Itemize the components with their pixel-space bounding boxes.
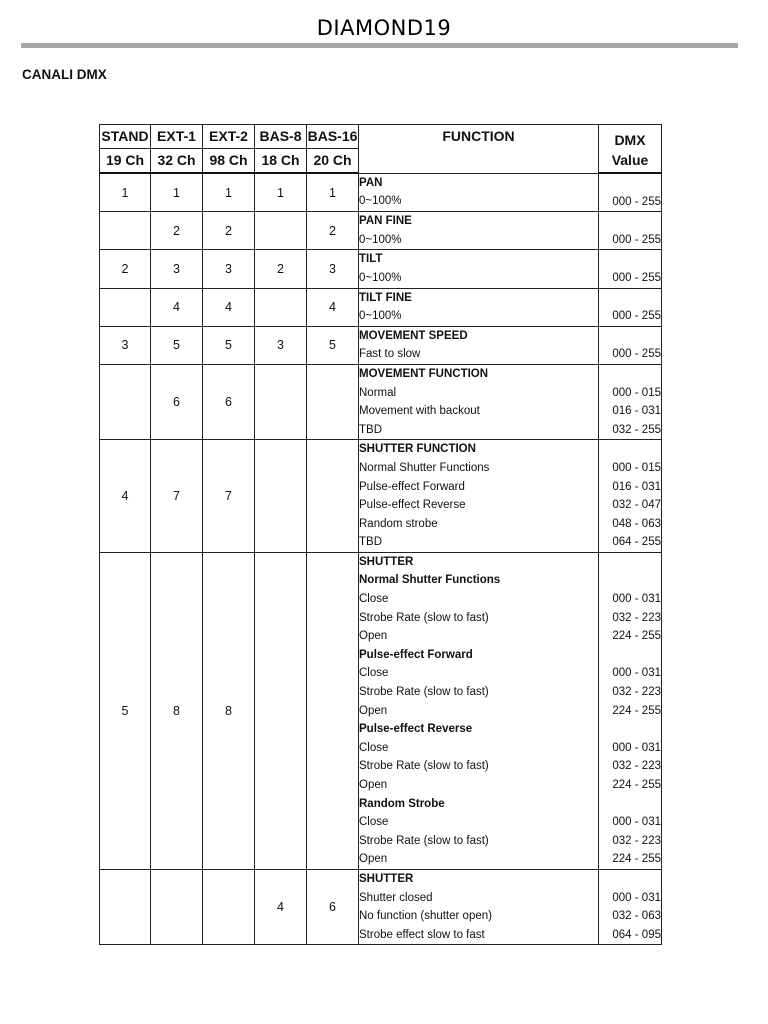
function-heading: MOVEMENT SPEED [359, 329, 468, 342]
function-label: Close [359, 741, 389, 754]
channel-cell-bas8 [255, 440, 307, 553]
table-row [100, 173, 662, 212]
channels-header-bas16: 20 Ch [307, 149, 359, 174]
function-label: TBD [359, 536, 382, 549]
function-label: Strobe Rate (slow to fast) [359, 760, 489, 773]
dmx-value-cell [599, 212, 662, 250]
function-label: 0~100% [359, 233, 402, 246]
dmx-value-header [599, 125, 662, 174]
dmx-value: 224 - 255 [612, 630, 661, 643]
mode-header-bas8: BAS-8 [255, 125, 307, 149]
channel-cell-ext1: 8 [151, 552, 203, 869]
channel-cell-ext2: 1 [203, 173, 255, 212]
function-header [359, 125, 599, 174]
dmx-value: 016 - 031 [612, 480, 661, 493]
dmx-value: 032 - 223 [612, 834, 661, 847]
dmx-value-cell [599, 869, 662, 944]
channel-cell-ext1: 1 [151, 173, 203, 212]
function-cell [359, 173, 599, 212]
dmx-value-cell [599, 288, 662, 326]
channel-cell-bas16: 1 [307, 173, 359, 212]
channel-cell-bas16 [307, 552, 359, 869]
table-row [100, 552, 662, 869]
dmx-value: 000 - 255 [612, 195, 661, 208]
mode-header-ext1: EXT-1 [151, 125, 203, 149]
channel-cell-stand: 2 [100, 250, 151, 288]
function-heading: Random Strobe [359, 797, 445, 810]
function-cell [359, 440, 599, 553]
dmx-value [599, 795, 661, 814]
channel-cell-ext2 [203, 869, 255, 944]
function-label: Pulse-effect Reverse [359, 499, 466, 512]
dmx-value [599, 571, 661, 590]
table-row [100, 364, 662, 439]
channel-cell-stand: 4 [100, 440, 151, 553]
function-label: Shutter closed [359, 891, 433, 904]
dmx-value [599, 289, 661, 308]
channel-cell-bas16: 5 [307, 326, 359, 364]
dmx-value: 032 - 047 [612, 499, 661, 512]
function-heading: Pulse-effect Forward [359, 648, 473, 661]
function-label: Movement with backout [359, 405, 480, 418]
channel-cell-bas8 [255, 364, 307, 439]
function-header-label: FUNCTION [442, 128, 515, 144]
function-label: Fast to slow [359, 348, 421, 361]
dmx-value: 000 - 031 [612, 816, 661, 829]
channel-cell-stand [100, 288, 151, 326]
function-label: No function (shutter open) [359, 910, 492, 923]
function-cell [359, 552, 599, 869]
channel-cell-bas8: 4 [255, 869, 307, 944]
dmx-value [599, 250, 661, 269]
channels-header-ext2: 98 Ch [203, 149, 255, 174]
channel-cell-bas16 [307, 364, 359, 439]
function-label: Open [359, 779, 388, 791]
channel-cell-stand [100, 364, 151, 439]
dmx-value: 000 - 031 [612, 667, 661, 680]
dmx-channel-table [99, 124, 662, 945]
dmx-value [599, 870, 661, 889]
function-cell [359, 869, 599, 944]
function-heading: TILT [359, 253, 383, 266]
dmx-value: 224 - 255 [612, 779, 661, 791]
dmx-value-cell [599, 250, 662, 288]
dmx-value: 016 - 031 [612, 405, 661, 418]
function-label: Open [359, 630, 388, 643]
function-cell [359, 288, 599, 326]
dmx-value: 000 - 015 [612, 386, 661, 399]
function-cell [359, 326, 599, 364]
header-divider [21, 43, 738, 48]
dmx-value [599, 646, 661, 665]
dmx-header-line2: Value [611, 152, 649, 168]
channel-cell-ext1: 6 [151, 364, 203, 439]
channel-cell-bas8: 1 [255, 173, 307, 212]
table-row [100, 212, 662, 250]
dmx-value: 032 - 255 [612, 423, 661, 436]
table-row [100, 326, 662, 364]
dmx-value-cell [599, 173, 662, 212]
dmx-value: 000 - 031 [612, 593, 661, 606]
dmx-value [599, 365, 661, 384]
function-label: Close [359, 816, 389, 829]
channel-cell-ext2: 5 [203, 326, 255, 364]
function-label: TBD [359, 423, 382, 436]
function-heading: SHUTTER [359, 555, 414, 568]
dmx-value-cell [599, 326, 662, 364]
function-label: 0~100% [359, 271, 402, 284]
channel-cell-stand: 1 [100, 173, 151, 212]
channel-cell-bas8: 2 [255, 250, 307, 288]
channels-header-stand: 19 Ch [100, 149, 151, 174]
dmx-value [599, 327, 661, 346]
page-header-brand: DIAMOND19 [316, 16, 452, 40]
function-label: Normal [359, 386, 397, 399]
function-label: Close [359, 593, 389, 606]
function-label: Strobe effect slow to fast [359, 928, 485, 941]
table-row [100, 440, 662, 553]
dmx-value: 048 - 063 [612, 517, 661, 530]
channel-cell-ext1: 5 [151, 326, 203, 364]
dmx-value: 032 - 063 [612, 910, 661, 923]
function-label: Strobe Rate (slow to fast) [359, 686, 489, 699]
function-label: Random strobe [359, 517, 438, 530]
channel-cell-bas8 [255, 288, 307, 326]
function-heading: Pulse-effect Reverse [359, 723, 473, 736]
table-row [100, 250, 662, 288]
channel-cell-ext1: 3 [151, 250, 203, 288]
dmx-value [599, 440, 661, 459]
function-heading: TILT FINE [359, 291, 412, 304]
dmx-value: 000 - 031 [612, 741, 661, 754]
function-label: Pulse-effect Forward [359, 480, 465, 493]
dmx-value: 000 - 031 [612, 891, 661, 904]
function-cell [359, 364, 599, 439]
channels-header-ext1: 32 Ch [151, 149, 203, 174]
channel-cell-bas16: 3 [307, 250, 359, 288]
function-label: Normal Shutter Functions [359, 461, 490, 474]
dmx-value: 032 - 223 [612, 760, 661, 773]
table-row [100, 869, 662, 944]
channel-cell-ext2: 6 [203, 364, 255, 439]
dmx-value: 064 - 255 [612, 536, 661, 549]
function-label: Strobe Rate (slow to fast) [359, 834, 489, 847]
section-title: CANALI DMX [22, 67, 107, 82]
channel-cell-bas8 [255, 552, 307, 869]
channel-cell-stand: 5 [100, 552, 151, 869]
dmx-value: 032 - 223 [612, 611, 661, 624]
channel-cell-ext2: 8 [203, 552, 255, 869]
function-label: 0~100% [359, 310, 402, 323]
dmx-value [599, 212, 661, 231]
dmx-value [599, 720, 661, 739]
function-heading: PAN [359, 176, 383, 189]
dmx-value: 000 - 255 [612, 348, 661, 361]
dmx-value: 000 - 015 [612, 461, 661, 474]
channel-cell-bas16: 4 [307, 288, 359, 326]
dmx-value: 224 - 255 [612, 704, 661, 717]
function-label: Strobe Rate (slow to fast) [359, 611, 489, 624]
function-heading: SHUTTER FUNCTION [359, 443, 476, 456]
dmx-value-cell [599, 552, 662, 869]
function-heading: SHUTTER [359, 872, 414, 885]
channel-cell-bas16: 2 [307, 212, 359, 250]
function-label: 0~100% [359, 195, 402, 208]
dmx-value: 000 - 255 [612, 271, 661, 284]
channel-cell-stand: 3 [100, 326, 151, 364]
channel-cell-ext2: 2 [203, 212, 255, 250]
channel-cell-ext2: 4 [203, 288, 255, 326]
channel-cell-ext2: 3 [203, 250, 255, 288]
dmx-value-cell [599, 440, 662, 553]
channel-cell-bas8: 3 [255, 326, 307, 364]
function-cell [359, 250, 599, 288]
channel-cell-bas8 [255, 212, 307, 250]
dmx-value: 000 - 255 [612, 233, 661, 246]
channel-cell-ext1 [151, 869, 203, 944]
channel-cell-ext1: 4 [151, 288, 203, 326]
function-label: Open [359, 704, 388, 717]
channel-cell-bas16 [307, 440, 359, 553]
function-heading: Normal Shutter Functions [359, 574, 501, 587]
channel-cell-ext2: 7 [203, 440, 255, 553]
mode-header-stand: STAND [100, 125, 151, 149]
dmx-value-cell [599, 364, 662, 439]
function-heading: MOVEMENT FUNCTION [359, 367, 489, 380]
channel-cell-ext1: 2 [151, 212, 203, 250]
channel-cell-stand [100, 869, 151, 944]
channel-cell-ext1: 7 [151, 440, 203, 553]
dmx-value: 000 - 255 [612, 310, 661, 323]
function-label: Close [359, 667, 389, 680]
mode-header-bas16: BAS-16 [307, 125, 359, 149]
mode-header-ext2: EXT-2 [203, 125, 255, 149]
dmx-header-line1: DMX [614, 132, 646, 148]
channel-cell-bas16: 6 [307, 869, 359, 944]
function-cell [359, 212, 599, 250]
dmx-value: 224 - 255 [612, 853, 661, 866]
dmx-table-body [100, 173, 662, 945]
function-label: Open [359, 853, 388, 866]
dmx-value: 032 - 223 [612, 686, 661, 699]
channel-cell-stand [100, 212, 151, 250]
function-heading: PAN FINE [359, 215, 412, 228]
table-row [100, 288, 662, 326]
dmx-value [599, 553, 661, 572]
dmx-value [599, 174, 661, 193]
channels-header-bas8: 18 Ch [255, 149, 307, 174]
dmx-value: 064 - 095 [612, 928, 661, 941]
